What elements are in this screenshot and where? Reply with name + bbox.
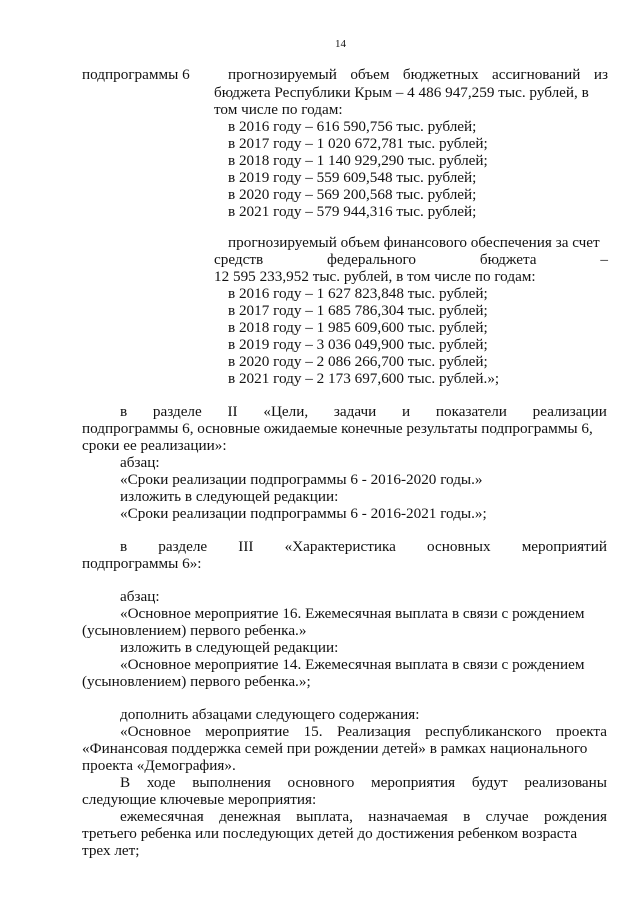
section3-p1-line-2: «Финансовая поддержка семей при рождении детей» в рамках национального <box>82 740 588 757</box>
section3-line-1 <box>120 538 607 555</box>
section2-line-2: подпрограммы 6, основные ожидаемые конечные результаты подпрограммы 6, <box>82 420 593 437</box>
federal-year-2016: в 2016 году – 1 627 823,848 тыс. рублей; <box>228 285 488 302</box>
word: мероприятий <box>521 538 607 555</box>
section2-old-text: «Сроки реализации подпрограммы 6 - 2016-2020 годы.» <box>120 471 483 488</box>
section3-p3-line-2: третьего ребенка или последующих детей до достижения ребенком возраста <box>82 825 578 842</box>
crimea-line-3: том числе по годам: <box>214 101 343 118</box>
section3-p2-line-1 <box>120 774 607 791</box>
section3-p3-line-1 <box>120 808 607 825</box>
section2-line-3: сроки ее реализации»: <box>82 437 227 454</box>
section3-supplement-label: дополнить абзацами следующего содержания: <box>120 706 420 723</box>
word: федерального <box>327 251 417 268</box>
word: прогнозируемый <box>228 66 337 83</box>
section3-p3-line-3: трех лет; <box>82 842 140 859</box>
section2-abzac: абзац: <box>120 454 160 471</box>
word: Реализация <box>336 723 411 740</box>
word: «Основное <box>120 723 191 740</box>
section3-new-line-2: (усыновлением) первого ребенка.»; <box>82 673 311 690</box>
word: 15. <box>303 723 323 740</box>
word: основных <box>427 538 491 555</box>
section3-abzac: абзац: <box>120 588 160 605</box>
word: реализации <box>532 403 607 420</box>
section3-p2-line-2: следующие ключевые мероприятия: <box>82 791 317 808</box>
word: II <box>227 403 238 420</box>
word: объем <box>350 66 390 83</box>
word: в <box>120 403 128 420</box>
section3-replace-label: изложить в следующей редакции: <box>120 639 339 656</box>
federal-year-2019: в 2019 году – 3 036 049,900 тыс. рублей; <box>228 336 488 353</box>
word: республиканского <box>425 723 542 740</box>
word: в <box>463 808 471 825</box>
federal-year-2017: в 2017 году – 1 685 786,304 тыс. рублей; <box>228 302 488 319</box>
word: в <box>120 538 128 555</box>
word: рождения <box>543 808 607 825</box>
word: реализованы <box>524 774 607 791</box>
crimea-intro-line <box>228 66 608 83</box>
section2-replace-label: изложить в следующей редакции: <box>120 488 339 505</box>
word: разделе <box>152 403 202 420</box>
word: бюджетных <box>402 66 479 83</box>
federal-year-2020: в 2020 году – 2 086 266,700 тыс. рублей; <box>228 353 488 370</box>
word: ходе <box>146 774 176 791</box>
federal-line-1: прогнозируемый объем финансового обеспечения за счет <box>228 234 600 251</box>
word: ассигнований <box>491 66 581 83</box>
section3-line-2: подпрограммы 6»: <box>82 555 202 572</box>
word: будут <box>471 774 508 791</box>
word: «Цели, <box>263 403 309 420</box>
section3-p1-line-3: проекта «Демография». <box>82 757 236 774</box>
crimea-year-2016: в 2016 году – 616 590,756 тыс. рублей; <box>228 118 477 135</box>
word: мероприятия <box>371 774 456 791</box>
word: разделе <box>158 538 208 555</box>
crimea-year-2017: в 2017 году – 1 020 672,781 тыс. рублей; <box>228 135 488 152</box>
word: показатели <box>435 403 507 420</box>
word: ежемесячная <box>120 808 204 825</box>
crimea-year-2020: в 2020 году – 569 200,568 тыс. рублей; <box>228 186 477 203</box>
word: бюджета <box>479 251 537 268</box>
word: назначаемая <box>368 808 448 825</box>
federal-year-2021: в 2021 году – 2 173 697,600 тыс. рублей.»; <box>228 370 500 387</box>
word: III <box>238 538 254 555</box>
word: выполнения <box>192 774 271 791</box>
section3-p1-line-1 <box>120 723 607 740</box>
page-number: 14 <box>335 38 346 50</box>
word: основного <box>287 774 355 791</box>
federal-line-2 <box>214 251 608 268</box>
crimea-year-2019: в 2019 году – 559 609,548 тыс. рублей; <box>228 169 477 186</box>
section2-new-text: «Сроки реализации подпрограммы 6 - 2016-2021 годы.»; <box>120 505 487 522</box>
word: В <box>120 774 131 791</box>
crimea-year-2018: в 2018 году – 1 140 929,290 тыс. рублей; <box>228 152 488 169</box>
word: и <box>402 403 411 420</box>
word: выплата, <box>296 808 353 825</box>
crimea-line-2: бюджета Республики Крым – 4 486 947,259 тыс. рублей, в <box>214 84 589 101</box>
word: задачи <box>333 403 377 420</box>
word: «Характеристика <box>284 538 396 555</box>
section2-line-1 <box>120 403 607 420</box>
word: – <box>600 251 608 268</box>
word: проекта <box>556 723 607 740</box>
federal-line-3: 12 595 233,952 тыс. рублей, в том числе по годам: <box>214 268 536 285</box>
word: средств <box>214 251 264 268</box>
word: из <box>593 66 608 83</box>
word: мероприятие <box>205 723 290 740</box>
section3-old-line-1: «Основное мероприятие 16. Ежемесячная выплата в связи с рождением <box>120 605 585 622</box>
word: случае <box>485 808 529 825</box>
section3-new-line-1: «Основное мероприятие 14. Ежемесячная выплата в связи с рождением <box>120 656 585 673</box>
crimea-year-2021: в 2021 году – 579 944,316 тыс. рублей; <box>228 203 477 220</box>
budget-left-label: подпрограммы 6 <box>82 66 190 83</box>
federal-year-2018: в 2018 году – 1 985 609,600 тыс. рублей; <box>228 319 488 336</box>
section3-old-line-2: (усыновлением) первого ребенка.» <box>82 622 307 639</box>
word: денежная <box>219 808 281 825</box>
